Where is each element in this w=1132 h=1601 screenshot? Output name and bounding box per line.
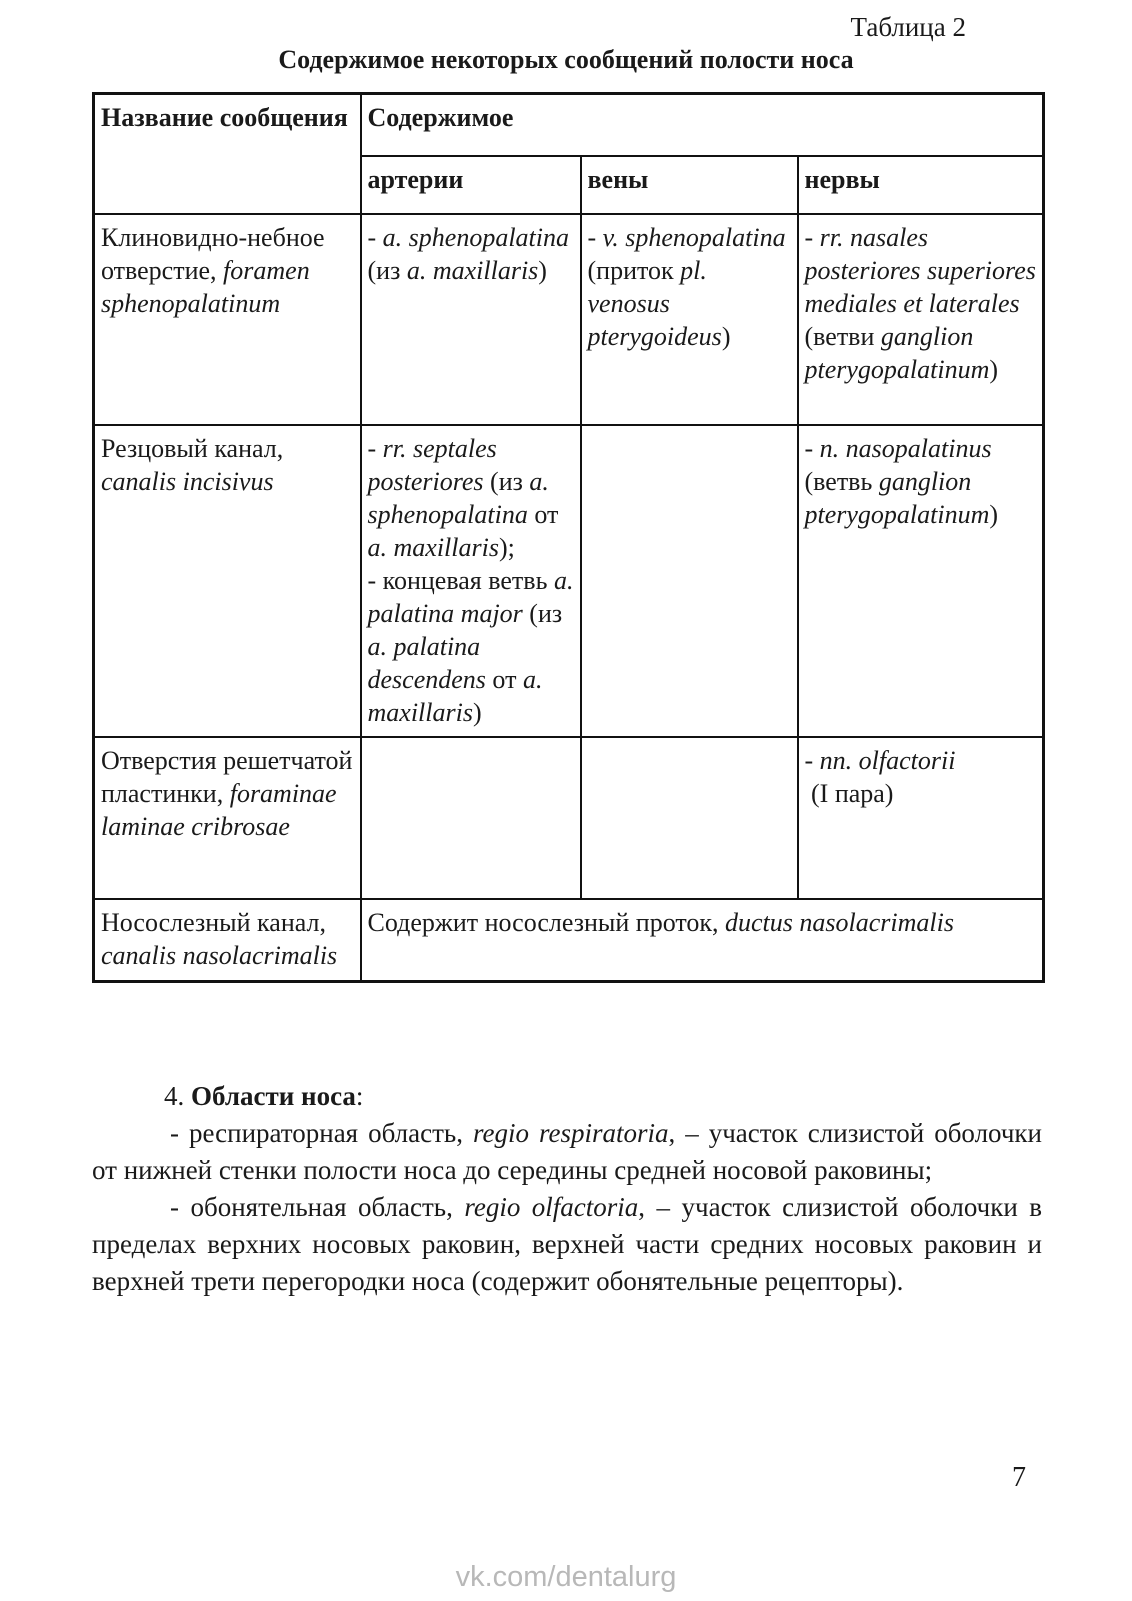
paragraph-respiratory: - респираторная область, regio respiratoria, – участок слизистой оболочки от нижней стенки полости носа до середины средней носовой раковины;: [92, 1118, 1042, 1185]
paragraph-olfactory: - обонятельная область, regio olfactoria, – участок слизистой оболочки в пределах верхних носовых раковин, верхней части средних носовых раковин и верхней трети перегородки носа (содержит обонятельные рецепторы).: [92, 1192, 1042, 1296]
cell-veins: [581, 425, 798, 737]
cell-arteries: - a. sphenopalatina (из a. maxillaris): [361, 214, 581, 425]
cell-name: Резцовый канал, canalis incisivus: [94, 425, 361, 737]
cell-veins: - v. sphenopalatina (приток pl. venosus pterygoideus): [581, 214, 798, 425]
cell-nerves: - n. nasopalatinus (ветвь ganglion pterygopalatinum): [798, 425, 1044, 737]
header-content: Содержимое: [361, 94, 1044, 157]
header-name: Название сообщения: [94, 94, 361, 215]
page-number: 7: [1012, 1462, 1026, 1493]
cell-veins: [581, 737, 798, 899]
table-row: [94, 214, 1044, 425]
cell-nerves: - nn. olfactorii (I пара): [798, 737, 1044, 899]
cell-name: Носослезный канал, canalis nasolacrimalis: [94, 899, 361, 982]
cell-content-merged: Содержит носослезный проток, ductus nasolacrimalis: [361, 899, 1044, 982]
cell-arteries: - rr. septales posteriores (из a. sphenopalatina от a. maxillaris); - концевая ветвь a. palatina major (из a. palatina descendens от a. maxillaris): [361, 425, 581, 737]
table-row: [94, 425, 1044, 737]
cell-nerves: - rr. nasales posteriores superiores mediales et laterales (ветви ganglion pterygopalatinum): [798, 214, 1044, 425]
header-veins: вены: [581, 156, 798, 214]
section-nose-regions: [92, 1078, 1042, 1300]
table-title: Содержимое некоторых сообщений полости носа: [278, 45, 854, 74]
table-row: [94, 737, 1044, 899]
table-row: [94, 899, 1044, 982]
table-number: Таблица 2: [850, 12, 966, 42]
section-heading: 4. Области носа:: [164, 1081, 364, 1111]
cell-name: Отверстия решетчатой пластинки, foraminae laminae cribrosae: [94, 737, 361, 899]
header-arteries: артерии: [361, 156, 581, 214]
header-nerves: нервы: [798, 156, 1044, 214]
contents-table: [92, 92, 1045, 983]
cell-arteries: [361, 737, 581, 899]
cell-name: Клиновидно-небное отверстие, foramen sphenopalatinum: [94, 214, 361, 425]
watermark: vk.com/dentalurg: [455, 1561, 677, 1593]
